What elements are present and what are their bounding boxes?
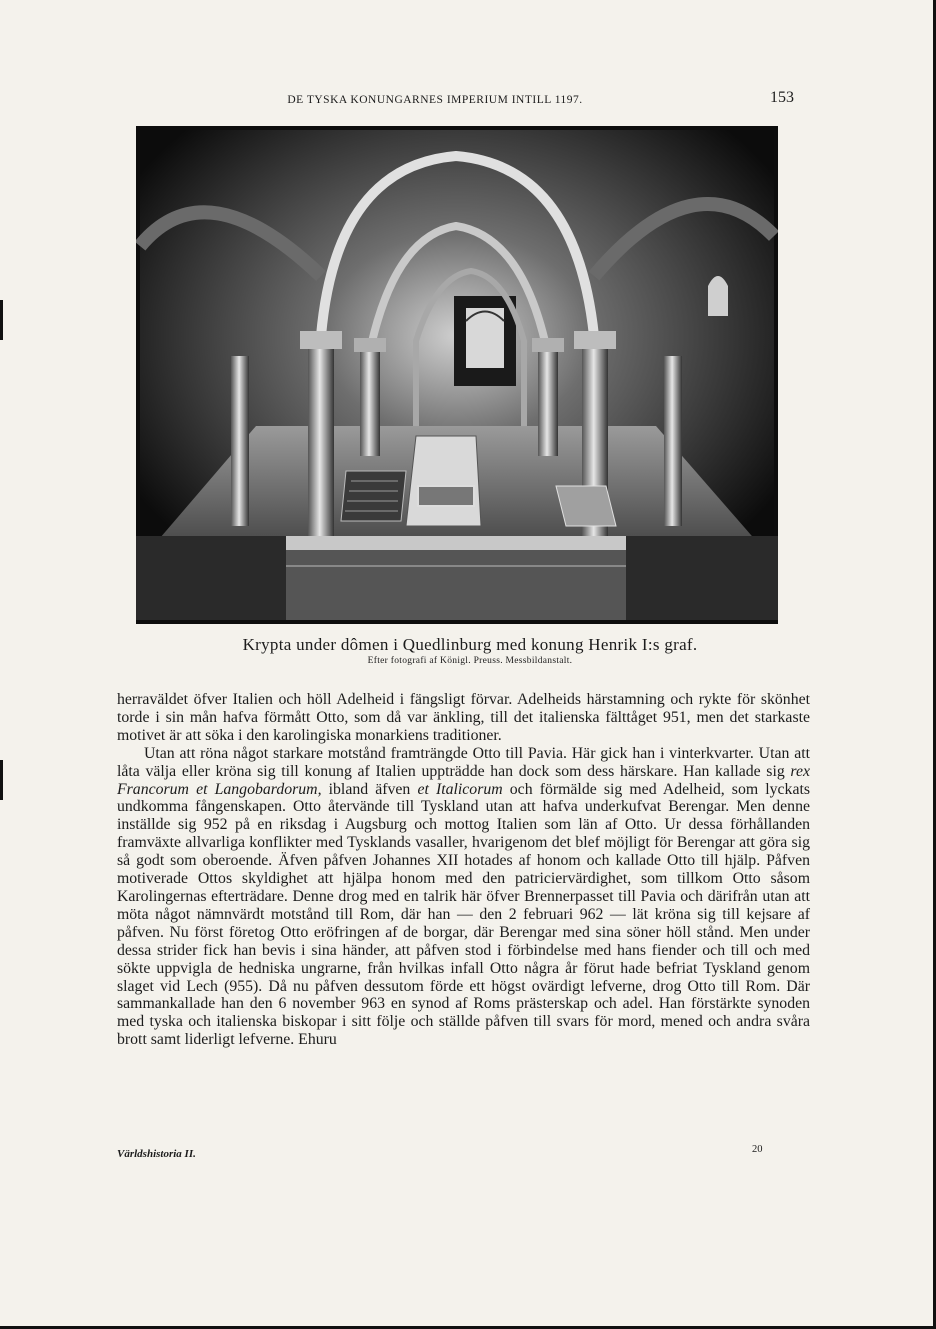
paragraph bbox=[117, 745, 810, 1049]
sheet-number: 20 bbox=[752, 1144, 763, 1155]
scan-edge-mark bbox=[0, 760, 3, 800]
scan-edge-mark bbox=[0, 300, 3, 340]
figure-credit: Efter fotografi af Königl. Preuss. Messbildanstalt. bbox=[367, 656, 573, 666]
text-run: och förmälde sig med Adelheid, som lyckats undkomma fångenskapen. Otto återvände till Tyskland utan att hafva underkufvat Berengar. Men denne inställde sig 952 på en riksdag i Augsburg och mottog Italien som län af Otto. Ur dessa förhållanden framväxte allvarliga konflikter med Tysklands vasaller, hvarigenom det blef möjligt för Berengar att göra sig så godt som oberoende. Äfven påfven Johannes XII hotades af honom och kallade Otto till hjälp. Påfven motiverade Ottos skyldighet att hjälpa honom med den patriciervärdighet, som tillkom Otto såsom Karolingernas efterträdare. Denne drog med en talrik här öfver Brennerpasset till Pavia och därifrån utan att möta något nämnvärdt motstånd till Rom, där han — den 2 februari 962 — lät kröna sig till kejsare af påfven. Nu först företog Otto eröfringen af de borgar, där Berengar med sina söner höll stånd. Men under dessa strider fick han bevis i sina händer, att påfven stod i förbindelse med hans fiender och till och med sökte uppvigla de hedniska ungrarne, från hvilkas infall Otto några år förut hade befriat Tyskland genom slaget vid Lech (955). Då nu påfven dessutom förde ett högst ovärdigt lefverne, drog Otto till Rom. Där sammankallade han den 6 november 963 en synod af Roms prästerskap och adel. Han förstärkte synoden med tyska och italienska biskopar i sitt följe och ställde påfven till svars för mord, mened och andra svåra brott samt liderligt lefverne. Ehuru bbox=[117, 780, 810, 1049]
latin-title: rex Francorum et Langobardorum, bbox=[117, 762, 810, 798]
sheet-signature: Världshistoria II. bbox=[117, 1148, 196, 1160]
body-text bbox=[117, 691, 810, 1049]
figure-caption: Krypta under dômen i Quedlinburg med konung Henrik I:s graf. bbox=[242, 635, 698, 654]
running-title: DE TYSKA KONUNGARNES IMPERIUM INTILL 1197. bbox=[287, 94, 583, 106]
paragraph: herraväldet öfver Italien och höll Adelheid i fängsligt förvar. Adelheids härstamning och rykte för skönhet torde i sin mån hafva förmått Otto, som då var änkling, till det italienska fälttåget 951, men det starkaste motivet är att söka i den karolingiska monarkiens traditioner. bbox=[117, 691, 810, 744]
text-run: Utan att röna något starkare motstånd framträngde Otto till Pavia. Här gick han i vinterkvarter. Utan att låta välja eller kröna sig till konung af Italien uppträdde han dock som dess härskare. Han kallade sig bbox=[117, 744, 810, 780]
crypt-photograph bbox=[136, 126, 778, 624]
page-number: 153 bbox=[770, 89, 794, 106]
text-run: ibland äfven bbox=[321, 780, 418, 798]
latin-title: et Italicorum bbox=[417, 780, 503, 798]
